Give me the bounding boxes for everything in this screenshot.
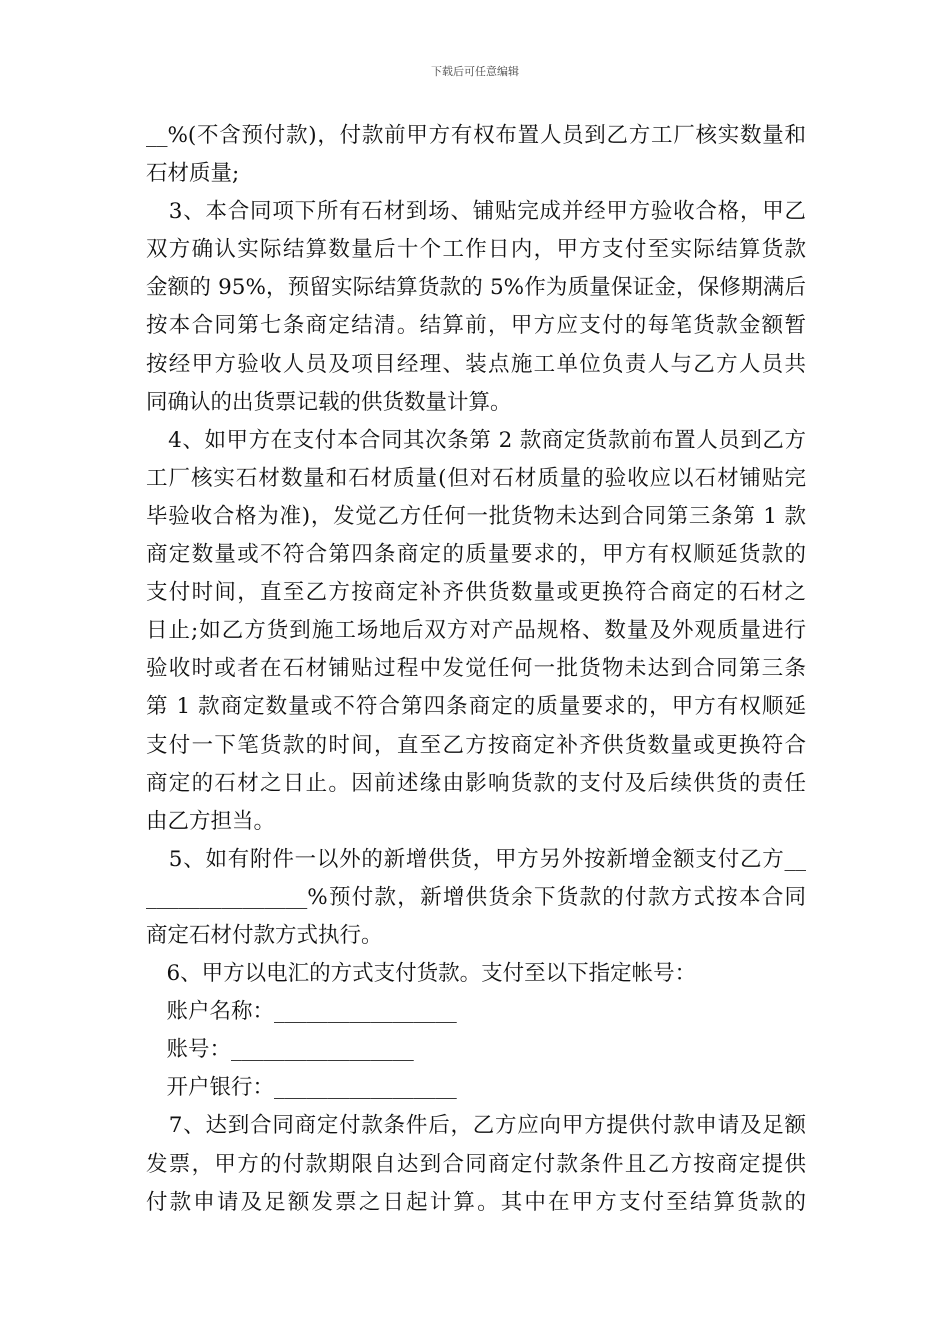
text-line: 由乙方担当。	[146, 808, 276, 834]
text-line: 7、达到合同商定付款条件后，乙方应向甲方提供付款申请及足额	[146, 1113, 806, 1139]
text-line: 商定的石材之日止。因前述缘由影响货款的支付及后续供货的责任	[146, 770, 806, 796]
text-line: 4、如甲方在支付本合同其次条第 2 款商定货款前布置人员到乙方	[146, 427, 806, 453]
document-body	[146, 117, 806, 1222]
text-line: 商定石材付款方式执行。	[146, 922, 383, 948]
text-line: 石材质量;	[146, 161, 240, 187]
text-line: 按经甲方验收人员及项目经理、装点施工单位负责人与乙方人员共	[146, 351, 806, 377]
text-line: 开户银行：_________________	[146, 1075, 457, 1101]
text-line: 账户名称：_________________	[146, 999, 457, 1025]
text-line: 支付一下笔货款的时间，直至乙方按商定补齐供货数量或更换符合	[146, 732, 806, 758]
text-line: 账号：_________________	[146, 1037, 414, 1063]
text-line: 日止;如乙方货到施工场地后双方对产品规格、数量及外观质量进行	[146, 618, 806, 644]
text-line: 3、本合同项下所有石材到场、铺贴完成并经甲方验收合格，甲乙	[146, 199, 806, 225]
text-line: 支付时间，直至乙方按商定补齐供货数量或更换符合商定的石材之	[146, 580, 806, 606]
text-line: __%(不含预付款)，付款前甲方有权布置人员到乙方工厂核实数量和	[146, 123, 806, 148]
text-line: 同确认的出货票记载的供货数量计算。	[146, 389, 512, 415]
text-line: 6、甲方以电汇的方式支付货款。支付至以下指定帐号：	[146, 961, 697, 987]
text-line: 毕验收合格为准)，发觉乙方任何一批货物未达到合同第三条第 1 款	[146, 503, 806, 529]
text-line: 工厂核实石材数量和石材质量(但对石材质量的验收应以石材铺贴完	[146, 465, 806, 491]
text-line: 按本合同第七条商定结清。结算前，甲方应支付的每笔货款金额暂	[146, 313, 806, 339]
page-header: 下载后可任意编辑	[431, 65, 519, 78]
text-line: 发票，甲方的付款期限自达到合同商定付款条件且乙方按商定提供	[146, 1151, 806, 1177]
text-line: 双方确认实际结算数量后十个工作日内，甲方支付至实际结算货款	[146, 237, 806, 263]
text-line: 商定数量或不符合第四条商定的质量要求的，甲方有权顺延货款的	[146, 542, 806, 568]
text-line: 第 1 款商定数量或不符合第四条商定的质量要求的，甲方有权顺延	[146, 694, 806, 720]
text-line: 验收时或者在石材铺贴过程中发觉任何一批货物未达到合同第三条	[146, 656, 806, 682]
text-line: 5、如有附件一以外的新增供货，甲方另外按新增金额支付乙方__	[146, 846, 806, 872]
text-line: 付款申请及足额发票之日起计算。其中在甲方支付至结算货款的	[146, 1189, 806, 1215]
text-line: 金额的 95%，预留实际结算货款的 5%作为质量保证金，保修期满后	[146, 275, 806, 301]
text-line: _______________%预付款，新增供货余下货款的付款方式按本合同	[146, 884, 806, 910]
